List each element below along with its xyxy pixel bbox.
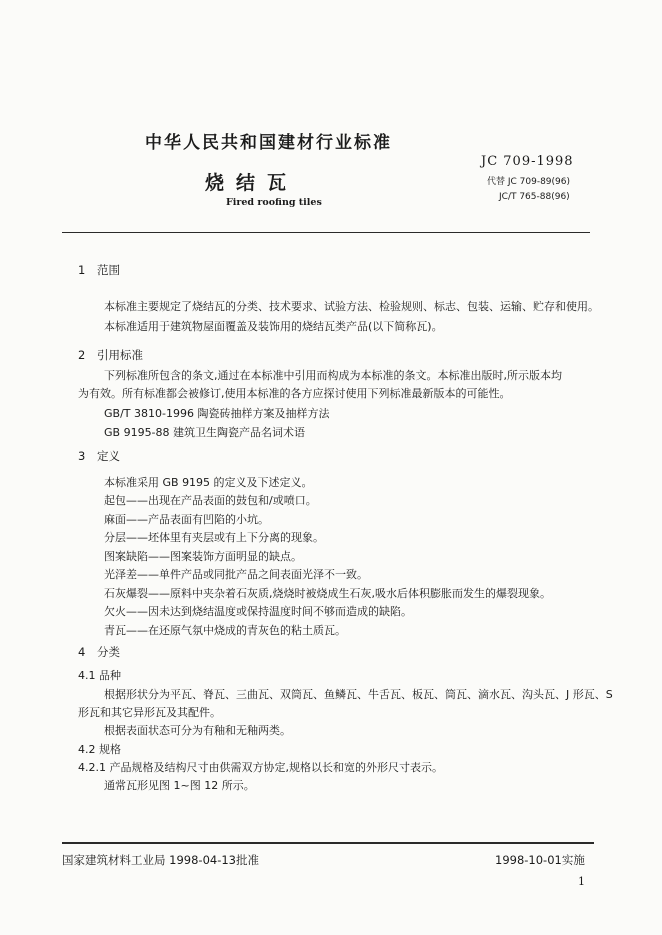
paragraph: 形瓦和其它异形瓦及其配件。 <box>78 706 221 719</box>
definition: 光泽差——单件产品或同批产品之间表面光泽不一致。 <box>104 568 368 581</box>
page-number: 1 <box>578 875 585 888</box>
section-heading: 2 引用标准 <box>78 348 143 362</box>
reference-item: GB/T 3810-1996 陶瓷砖抽样方案及抽样方法 <box>104 407 330 420</box>
clause: 4.2.1 产品规格及结构尺寸由供需双方协定,规格以长和宽的外形尺寸表示。 <box>78 761 443 774</box>
paragraph: 本标准主要规定了烧结瓦的分类、技术要求、试验方法、检验规则、标志、包装、运输、贮存和使用。 <box>104 300 599 313</box>
standard-title: 中华人民共和国建材行业标准 <box>145 133 392 153</box>
paragraph: 根据形状分为平瓦、脊瓦、三曲瓦、双筒瓦、鱼鳞瓦、牛舌瓦、板瓦、筒瓦、滴水瓦、沟头瓦、J 形瓦、S <box>104 688 613 701</box>
definition: 欠火——因未达到烧结温度或保持温度时间不够而造成的缺陷。 <box>104 605 412 618</box>
header-rule <box>62 232 590 233</box>
paragraph: 下列标准所包含的条文,通过在本标准中引用而构成为本标准的条文。本标准出版时,所示版本均 <box>104 369 562 382</box>
definition: 麻面——产品表面有凹陷的小坑。 <box>104 513 269 526</box>
doc-title: 烧结瓦 <box>205 172 299 194</box>
section-heading: 1 范围 <box>78 263 120 277</box>
paragraph: 为有效。所有标准都会被修订,使用本标准的各方应探讨使用下列标准最新版本的可能性。 <box>78 387 511 400</box>
approval-date: 国家建筑材料工业局 1998-04-13批准 <box>62 853 259 867</box>
definition: 青瓦——在还原气氛中烧成的青灰色的粘土质瓦。 <box>104 624 346 637</box>
definition: 本标准采用 GB 9195 的定义及下述定义。 <box>104 476 313 489</box>
reference-item: GB 9195-88 建筑卫生陶瓷产品名词术语 <box>104 426 306 439</box>
definition: 起包——出现在产品表面的鼓包和/或喷口。 <box>104 494 317 507</box>
subsection-heading: 4.2 规格 <box>78 743 121 756</box>
doc-title-en: Fired roofing tiles <box>226 197 322 208</box>
footer-rule <box>62 842 594 844</box>
paragraph: 本标准适用于建筑物屋面覆盖及装饰用的烧结瓦类产品(以下简称瓦)。 <box>104 320 443 333</box>
standard-code: JC 709-1998 <box>481 154 574 169</box>
definition: 石灰爆裂——原料中夹杂着石灰质,烧烧时被烧成生石灰,吸水后体积膨胀而发生的爆裂现象。 <box>104 587 551 600</box>
subsection-heading: 4.1 品种 <box>78 669 121 682</box>
definition: 分层——坯体里有夹层或有上下分离的现象。 <box>104 531 324 544</box>
effective-date: 1998-10-01实施 <box>495 853 585 867</box>
replaces-line-2: JC/T 765-88(96) <box>499 192 570 202</box>
definition: 图案缺陷——图案装饰方面明显的缺点。 <box>104 550 302 563</box>
replaces-line-1: 代替 JC 709-89(96) <box>487 177 571 187</box>
section-heading: 3 定义 <box>78 449 120 463</box>
section-heading: 4 分类 <box>78 645 120 659</box>
paragraph: 通常瓦形见图 1~图 12 所示。 <box>104 779 255 792</box>
paragraph: 根据表面状态可分为有釉和无釉两类。 <box>104 724 291 737</box>
